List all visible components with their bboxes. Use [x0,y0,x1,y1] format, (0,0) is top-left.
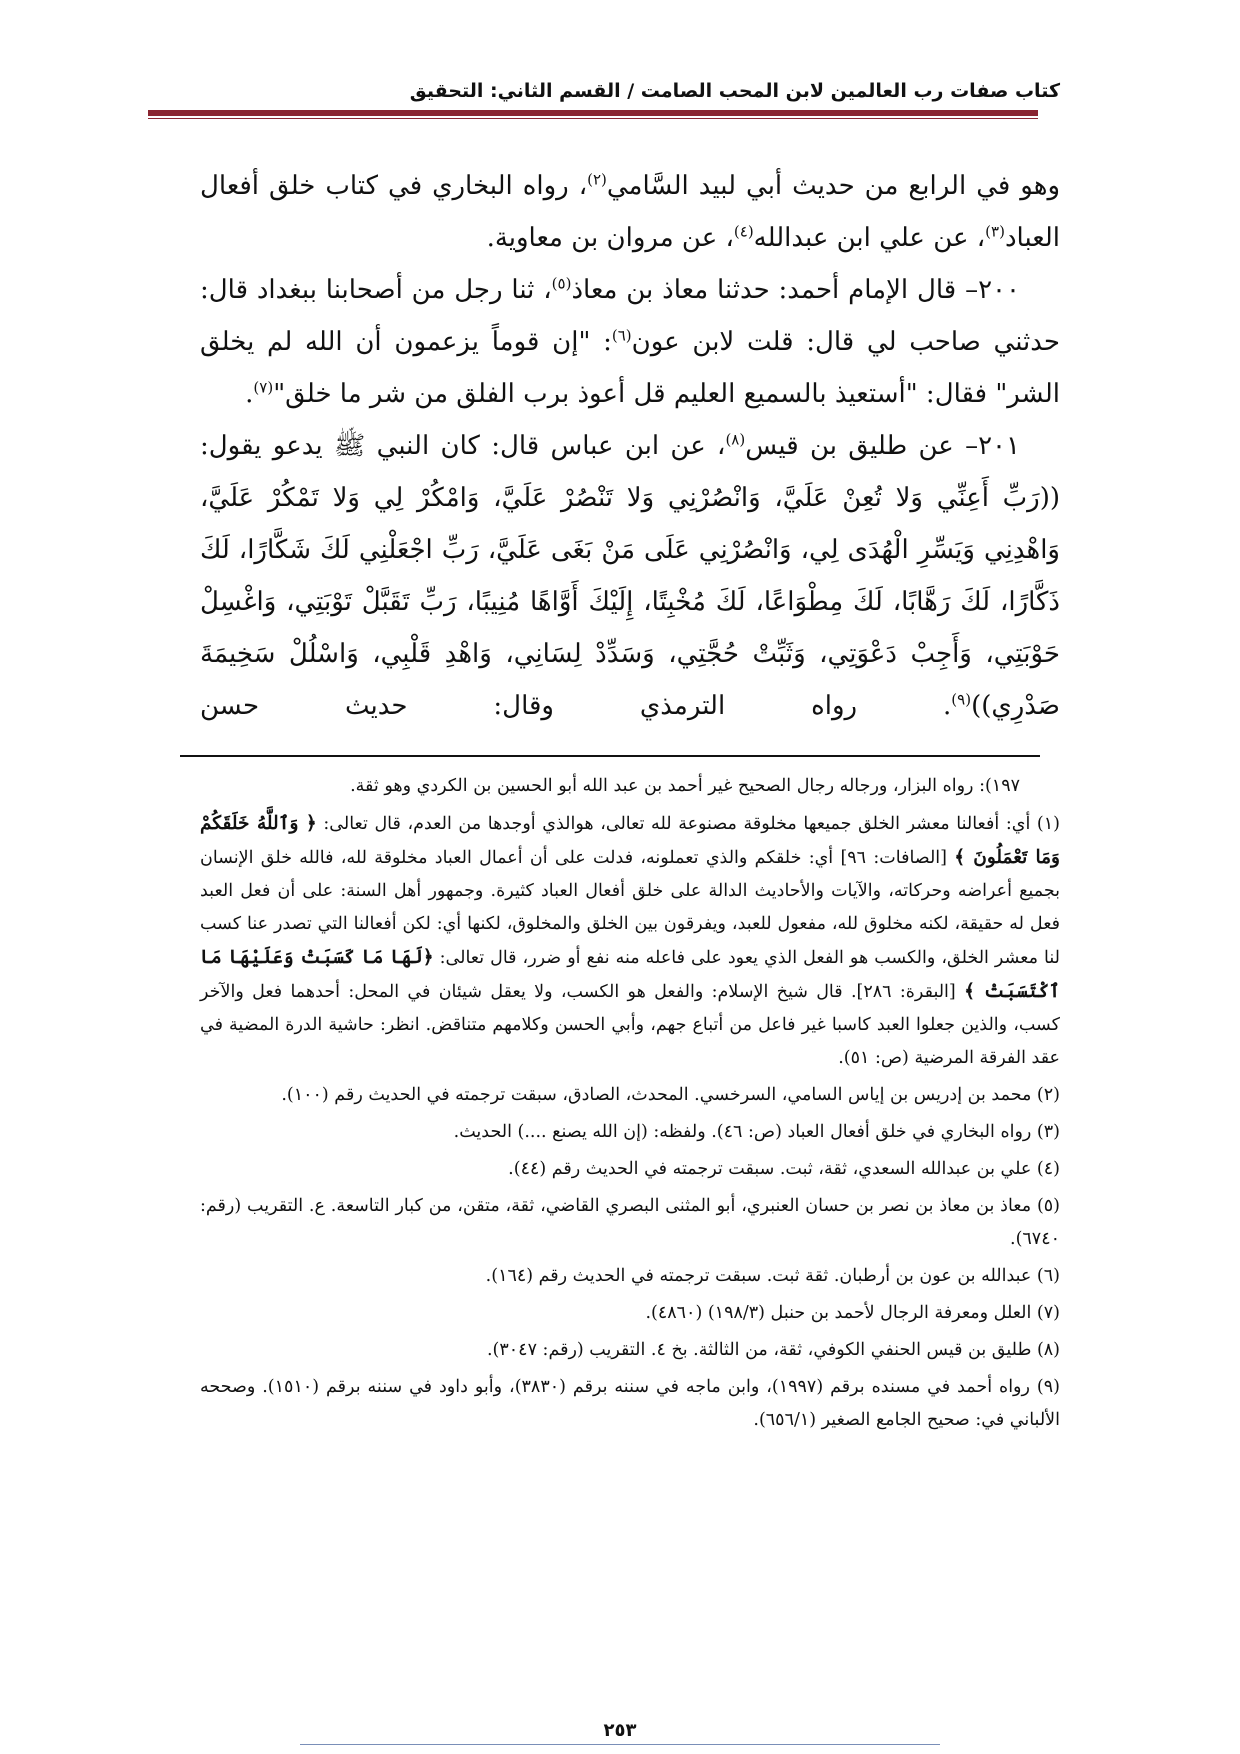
footnote-text: [الصافات: ٩٦] أي: خلقكم والذي تعملونه، فدلت على أن أعمال العباد مخلوقة لله، فالله خلق الإنسان بجميع أعراضه وحركاته، والآيات والأحاديث الدالة على خلق أفعال العباد كثيرة. وجمهور أهل السنة: على أن فعل العبد فعل له حقيقة، لكنه مخلوق لله، مفعول للعبد، ويفرقون بين الخلق والمخلوق، لكنها أي: لكن أفعالنا التي تصدر عنا كسب لنا معشر الخلق، والكسب هو الفعل الذي يعود على فاعله منه نفع أو ضرر، قال تعالى: [200,848,1060,968]
paragraph-text: وهو في الرابع من حديث أبي لبيد السَّامي [606,171,1060,201]
paragraph-text: . [245,379,254,409]
footnote-ref[interactable]: (٩) [951,690,972,709]
quran-verse: ﴿لَهَا مَا كَسَبَتْ وَعَلَيْهَا مَا ٱكْتَسَبَتْ ﴾ [200,947,1060,1002]
footnote-3: (٣) رواه البخاري في خلق أفعال العباد (ص: ٤٦). ولفظه: (إن الله يصنع ....) الحديث. [453,1122,1060,1142]
footnote-7: (٧) العلل ومعرفة الرجال لأحمد بن حنبل (١٩٨/٣) (٤٨٦٠). [645,1303,1060,1323]
footnote-1 [200,807,1060,1075]
footnote-ref[interactable]: (٣) [985,222,1005,241]
footnote-ref[interactable]: (٧) [253,378,274,397]
footnote-ref[interactable]: (٤) [733,222,754,241]
paragraph-200 [200,264,1060,420]
footnote-text: [البقرة: ٢٨٦]. قال شيخ الإسلام: والفعل هو الكسب، ولا يعقل شيئان في المحل: أحدهما فعل والآخر كسب، والذين جعلوا العبد كاسبا غير فاعل من أتباع جهم، وأبي الحسن وكلامهم متناقض. انظر: حاشية الدرة المضية في عقد الفرقة المرضية (ص: ٥١). [200,982,1060,1068]
paragraph-text: ٢٠٠– قال الإمام أحمد: حدثنا معاذ بن معاذ [571,275,1020,305]
paragraph-text: ، عن علي ابن عبدالله [753,223,986,253]
footer-rule [300,1744,940,1745]
paragraph-1 [200,160,1060,264]
paragraph-text: ، ثنا رجل من أصحابنا ببغداد قال: حدثني صاحب لي قال: قلت لابن عون [200,275,1061,357]
footnote-2: (٢) محمد بن إدريس بن إياس السامي، السرخسي. المحدث، الصادق، سبقت ترجمته في الحديث رقم (١٠٠). [281,1085,1060,1105]
footnote-ref[interactable]: (٥) [551,274,572,293]
footnote-6: (٦) عبدالله بن عون بن أرطبان. ثقة ثبت. سبقت ترجمته في الحديث رقم (١٦٤). [485,1266,1060,1286]
footnote-ref[interactable]: (٢) [587,170,607,189]
hadith-text: ، عن ابن عباس قال: كان النبي ﷺ يدعو يقول: ((رَبِّ أَعِنِّي وَلا تُعِنْ عَلَيَّ، وَانْصُرْنِي وَلا تَنْصُرْ عَلَيَّ، وَامْكُرْ لِي وَلا تَمْكُرْ عَلَيَّ، وَاهْدِنِي وَيَسِّرِ الْهُدَى لِي، وَانْصُرْنِي عَلَى مَنْ بَغَى عَلَيَّ، رَبِّ اجْعَلْنِي لَكَ شَكَّارًا، لَكَ ذَكَّارًا، لَكَ رَهَّابًا، لَكَ مِطْوَاعًا، لَكَ مُخْبِتًا، إِلَيْكَ أَوَّاهًا مُنِيبًا، رَبِّ تَقَبَّلْ تَوْبَتِي، وَاغْسِلْ حَوْبَتِي، وَأَجِبْ دَعْوَتِي، وَثَبِّتْ حُجَّتِي، وَسَدِّدْ لِسَانِي، وَاهْدِ قَلْبِي، وَاسْلُلْ سَخِيمَةَ صَدْرِي)) [200,431,1060,721]
footnote-9: (٩) رواه أحمد في مسنده برقم (١٩٩٧)، وابن ماجه في سننه برقم (٣٨٣٠)، وأبو داود في سننه برقم (١٥١٠). وصححه الألباني في: صحيح الجامع الصغير (٦٥٦/١). [200,1377,1060,1430]
page-number: ٢٥٣ [603,1720,637,1741]
paragraph-201 [200,420,1060,732]
footnote-continued: ١٩٧): رواه البزار، ورجاله رجال الصحيح غير أحمد بن عبد الله أبو الحسين بن الكردي وهو ثقة. [350,776,1020,796]
footnote-5: (٥) معاذ بن معاذ بن نصر بن حسان العنبري، أبو المثنى البصري القاضي، ثقة، متقن، من كبار التاسعة. ع. التقريب (رقم: ٦٧٤٠). [200,1196,1060,1249]
header-rule-thick [148,110,1038,116]
footnote-ref[interactable]: (٦) [611,326,632,345]
footnote-separator [180,755,1040,757]
paragraph-text: ٢٠١– عن طليق بن قيس [745,431,1020,461]
paragraph-text: ، عن مروان بن معاوية. [486,223,734,253]
main-text [200,160,1060,732]
paragraph-text: : "إن قوماً يزعمون أن الله لم يخلق الشر" فقال: "أستعيذ بالسميع العليم قل أعوذ برب الفلق من شر ما خلق" [200,327,1060,409]
running-header-title: كتاب صفات رب العالمين لابن المحب الصامت / القسم الثاني: التحقيق [409,80,1060,102]
footnotes [200,770,1060,1441]
footnote-text: (١) أي: أفعالنا معشر الخلق جميعها مخلوقة مصنوعة لله تعالى، هوالذي أوجدها من العدم، قال تعالى: [316,814,1060,834]
paragraph-text: ، رواه البخاري في كتاب خلق أفعال العباد [200,171,1060,253]
footnote-ref[interactable]: (٨) [725,430,746,449]
header-rule-thin [148,118,1038,119]
paragraph-text: . رواه الترمذي وقال: حديث حسن [200,691,952,721]
footnote-4: (٤) علي بن عبدالله السعدي، ثقة، ثبت. سبقت ترجمته في الحديث رقم (٤٤). [508,1159,1060,1179]
footnote-8: (٨) طليق بن قيس الحنفي الكوفي، ثقة، من الثالثة. بخ ٤. التقريب (رقم: ٣٠٤٧). [486,1340,1060,1360]
quran-verse: ﴿ وَٱللَّهُ خَلَقَكُمْ وَمَا تَعْمَلُونَ ﴾ [200,813,1060,868]
